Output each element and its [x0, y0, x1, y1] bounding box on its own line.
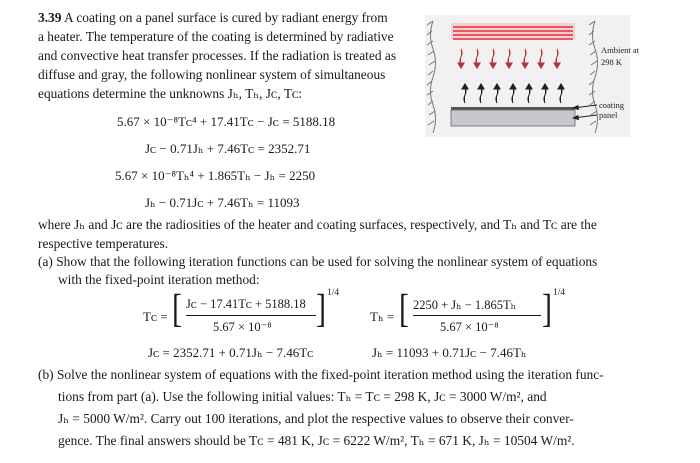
- where-line-2: respective temperatures.: [38, 236, 169, 251]
- equation-4: Jₕ − 0.71Jᴄ + 7.46Tₕ = 11093: [145, 195, 300, 210]
- th-numerator: 2250 + Jₕ − 1.865Tₕ: [413, 298, 517, 312]
- intro-line-1: 3.39 A coating on a panel surface is cured by radiant energy from: [38, 10, 388, 25]
- problem-number: 3.39: [38, 10, 62, 25]
- part-b-line-1: (b) Solve the nonlinear system of equations with the fixed-point iteration method using the iteration func-: [38, 367, 604, 382]
- th-left-bracket: [: [399, 286, 409, 331]
- th-lhs: Tₕ =: [370, 309, 395, 324]
- jh-iteration: Jₕ = 11093 + 0.71Jᴄ − 7.46Tₕ: [372, 345, 527, 360]
- tc-left-bracket: [: [172, 286, 182, 331]
- part-a-line-1: (a) Show that the following iteration functions can be used for solving the nonlinear system of equations: [38, 254, 598, 269]
- panel-body: [451, 110, 575, 126]
- th-fraction-bar: [413, 315, 541, 316]
- th-right-bracket: ]: [542, 286, 552, 331]
- part-b-line-3: Jₕ = 5000 W/m². Carry out 100 iterations, and plot the respective values to observe their conver-: [58, 411, 574, 426]
- intro-line-2: a heater. The temperature of the coating is determined by radiative: [38, 29, 394, 44]
- jc-iteration: Jᴄ = 2352.71 + 0.71Jₕ − 7.46Tᴄ: [148, 345, 314, 360]
- part-b-line-4: gence. The final answers should be Tᴄ = 481 K, Jᴄ = 6222 W/m², Tₕ = 671 K, Jₕ = 10504 W/m².: [58, 433, 575, 448]
- intro-line-4: diffuse and gray, the following nonlinear system of simultaneous: [38, 67, 386, 82]
- tc-numerator: Jᴄ − 17.41Tᴄ + 5188.18: [186, 297, 306, 311]
- equation-1: 5.67 × 10⁻⁸Tᴄ⁴ + 17.41Tᴄ − Jᴄ = 5188.18: [117, 114, 336, 129]
- panel-label: panel: [599, 110, 618, 120]
- tc-right-bracket: ]: [316, 286, 326, 331]
- part-b-line-2: tions from part (a). Use the following initial values: Tₕ = Tᴄ = 298 K, Jᴄ = 3000 W/m², and: [58, 389, 547, 404]
- th-exponent: 1/4: [553, 288, 566, 298]
- ambient-label-2: 298 K: [601, 57, 623, 67]
- coating-layer: [451, 107, 575, 110]
- tc-lhs: Tᴄ =: [143, 309, 168, 324]
- intro-line-5: equations determine the unknowns Jₕ, Tₕ, Jᴄ, Tᴄ:: [38, 86, 303, 101]
- where-line-1: where Jₕ and Jᴄ are the radiosities of the heater and coating surfaces, respectively, and Tₕ and Tᴄ are the: [38, 217, 597, 232]
- th-denominator: 5.67 × 10⁻⁸: [440, 320, 499, 334]
- equation-3: 5.67 × 10⁻⁸Tₕ⁴ + 1.865Tₕ − Jₕ = 2250: [115, 168, 316, 183]
- equation-2: Jᴄ − 0.71Jₕ + 7.46Tᴄ = 2352.71: [145, 141, 311, 156]
- ambient-label-1: Ambient at: [601, 45, 640, 55]
- tc-exponent: 1/4: [327, 288, 340, 298]
- heater-panel-figure: [425, 15, 640, 137]
- part-a-line-2: with the fixed-point iteration method:: [58, 272, 260, 287]
- coating-label: coating: [599, 100, 625, 110]
- intro-line-3: and convective heat transfer processes. If the radiation is treated as: [38, 48, 397, 63]
- tc-fraction-bar: [186, 315, 316, 316]
- tc-denominator: 5.67 × 10⁻⁸: [213, 320, 272, 334]
